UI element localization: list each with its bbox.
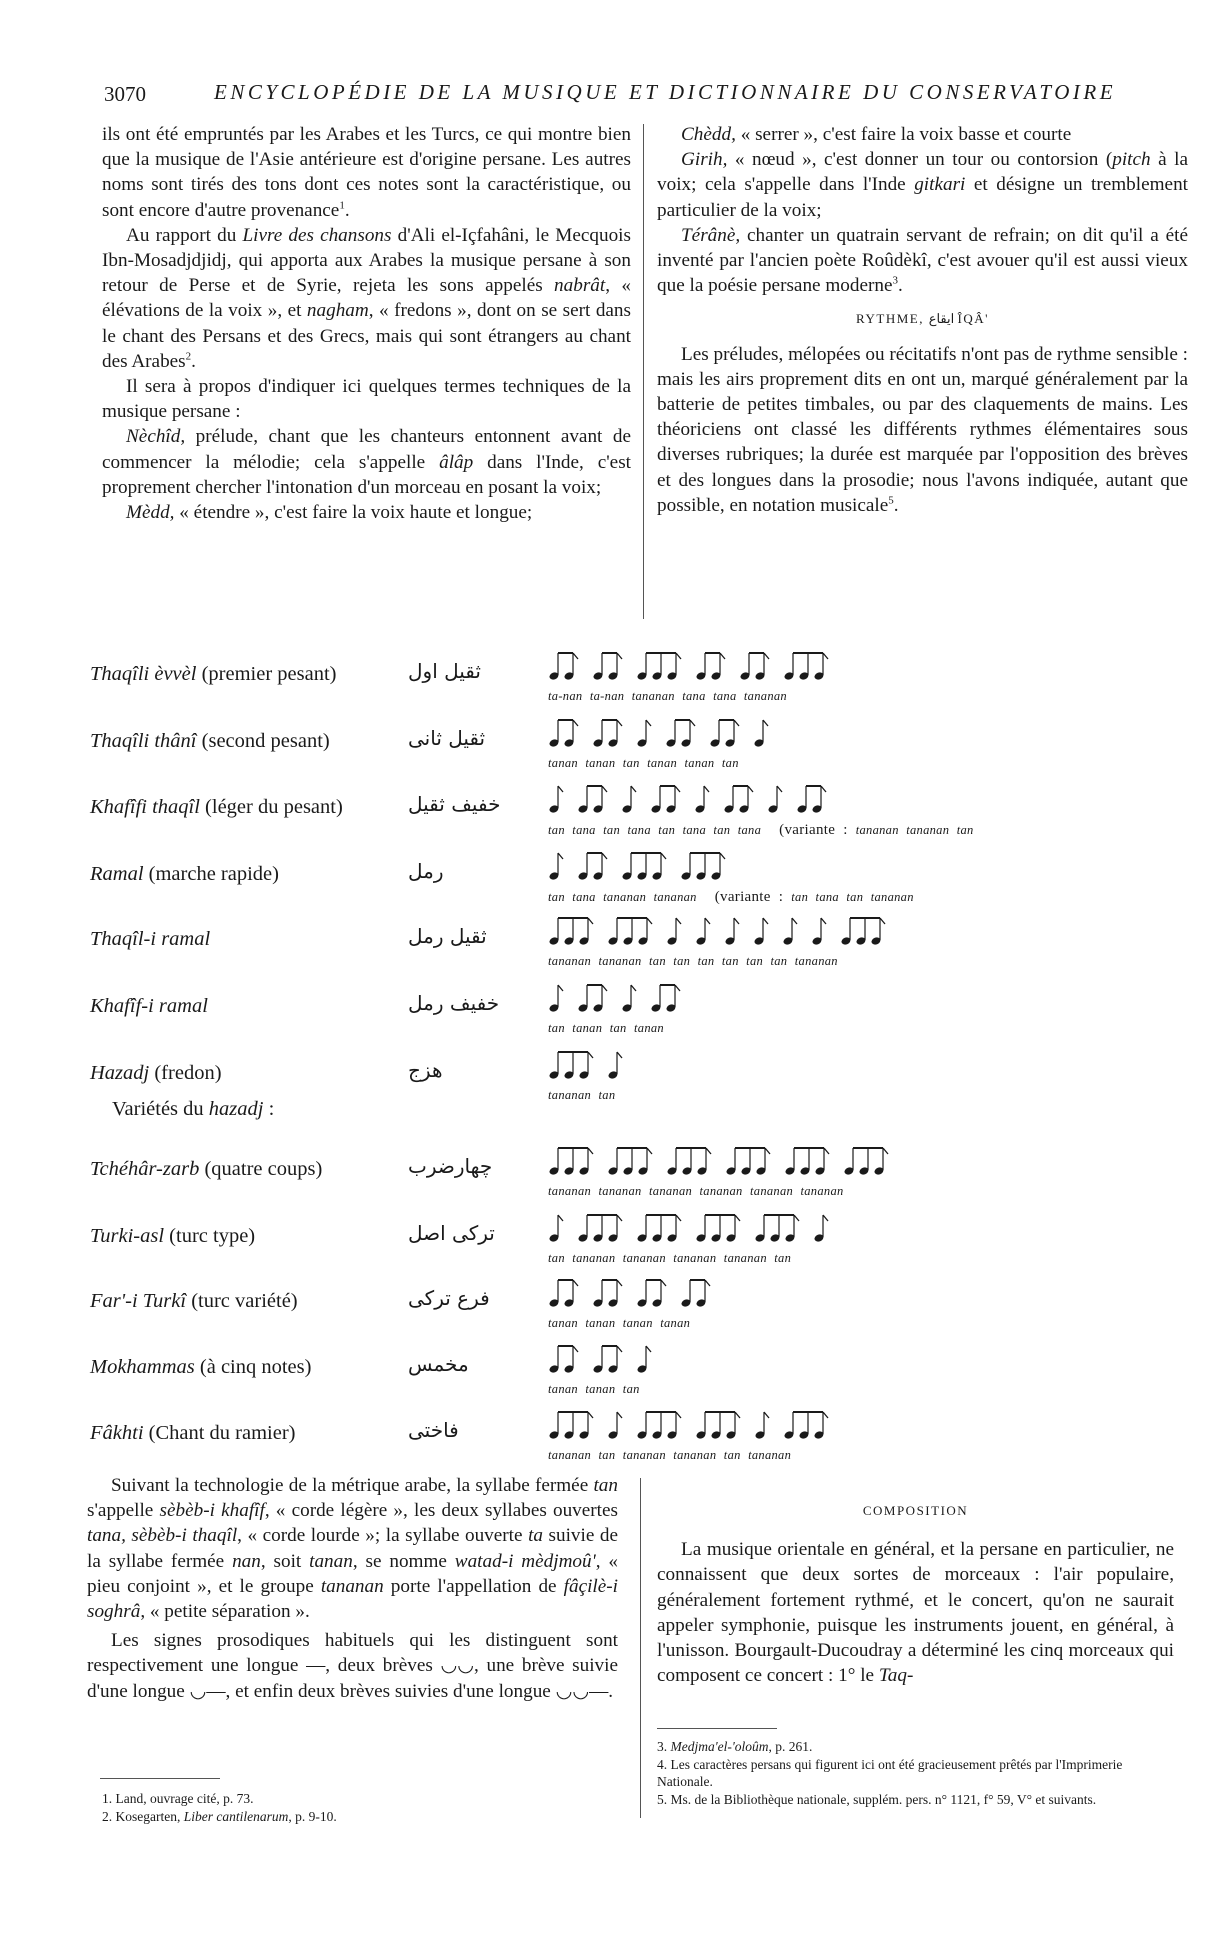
note-flag <box>617 1346 622 1352</box>
paragraph: ils ont été empruntés par les Arabes et les Turcs, ce qui montre bien que la musique de l'Asie antérieure est d'origine persane. Les autres noms sont tirés des tons dont ces notes sont la caractéristique, ou sont encore d'autre provenance$^1$. <box>102 124 631 221</box>
music-notation <box>545 710 1217 752</box>
rhythm-syllables: tananan tan <box>548 1088 616 1102</box>
note-flag <box>661 1280 666 1286</box>
note-flag <box>823 653 828 659</box>
paragraph: Les préludes, mélopées ou récitatifs n'ont pas de rythme sensible : mais les airs proprement dits en ont un, marqué généralement par la batterie de petites timbales, ou par des claquements de mains. Les théoriciens ont classé les différents rythmes élémentaires sous diverses rubriques; la durée est marquée par l'opposition des brèves et des longues dans la prosodie; nous l'avons indiquée, autant que possible, en notation musicale$^5$. <box>657 343 1188 516</box>
rhythm-name: Khafîfi thaqîl (léger du pesant) <box>90 796 343 818</box>
column-rule <box>640 1478 641 1818</box>
variant-label: (variante : <box>714 889 784 905</box>
left-column-top <box>102 122 631 525</box>
note-flag <box>705 1280 710 1286</box>
footnote: 3. Medjma'el-'oloûm, p. 261. <box>657 1739 813 1754</box>
varieties-title: Variétés du hazadj : <box>112 1098 275 1120</box>
rhythm-arabic-name: خفیف ثقیل <box>408 792 501 816</box>
rhythm-arabic-name: مخمس <box>408 1352 469 1376</box>
note-flag <box>764 1412 769 1418</box>
rhythm-syllables: tan tana tan tana tan tana tan tana (variante : tananan tananan tan <box>548 822 974 838</box>
paragraph: Girih, « nœud », c'est donner un tour ou contorsion (pitch à la voix; cela s'appelle dans l'Inde gitkari et désigne un tremblement particulier de la voix; <box>657 149 1188 221</box>
note-flag <box>821 786 826 792</box>
rhythm-arabic-name: فاختی <box>408 1418 459 1442</box>
rhythm-syllables: ta-nan ta-nan tananan tana tana tananan <box>548 689 787 703</box>
note-flag <box>705 918 710 924</box>
rhythm-syllables: tanan tanan tan tanan tanan tan <box>548 756 739 770</box>
rhythm-arabic-name: ترکی اصل <box>408 1221 495 1245</box>
running-title: ENCYCLOPÉDIE DE LA MUSIQUE ET DICTIONNAIRE DU CONSERVATOIRE <box>214 80 1117 104</box>
rhythm-name: Fâkhti (Chant du ramier) <box>90 1422 296 1444</box>
rhythm-name: Thaqîli èvvèl (premier pesant) <box>90 663 337 685</box>
rhythm-syllables: tan tanan tan tanan <box>548 1021 664 1035</box>
right-column-top <box>657 122 1188 518</box>
note-flag <box>735 1215 740 1221</box>
music-notation <box>545 1336 1217 1378</box>
note-flag <box>704 786 709 792</box>
rhythm-row <box>90 920 1210 978</box>
note-flag <box>573 653 578 659</box>
rhythm-name: Ramal (marche rapide) <box>90 863 279 885</box>
note-flag <box>558 1215 563 1221</box>
note-flag <box>647 1148 652 1154</box>
note-flag <box>573 720 578 726</box>
note-flag <box>558 853 563 859</box>
music-notation <box>545 975 1217 1017</box>
variant-syllables: tan tana tan tananan <box>791 890 914 904</box>
rhythm-row <box>90 1282 1210 1340</box>
note-flag <box>617 653 622 659</box>
footnote-rule <box>100 1778 220 1779</box>
footnote-rule <box>657 1728 777 1729</box>
note-flag <box>765 1148 770 1154</box>
note-flag <box>880 918 885 924</box>
note-flag <box>588 1052 593 1058</box>
right-column-bottom <box>657 1490 1174 1688</box>
note-flag <box>617 1412 622 1418</box>
rhythm-name: Khafîf-i ramal <box>90 995 208 1017</box>
rhythm-row <box>90 1414 1210 1472</box>
note-flag <box>661 853 666 859</box>
note-flag <box>794 1215 799 1221</box>
rhythm-arabic-name: ثقیل ثانی <box>408 726 486 750</box>
rhythm-name: Mokhammas (à cinq notes) <box>90 1356 312 1378</box>
paragraph: Mèdd, « étendre », c'est faire la voix haute et longue; <box>126 502 533 524</box>
variant-label: (variante : <box>779 822 848 838</box>
rhythm-arabic-name: ثقیل رمل <box>408 924 487 948</box>
rhythm-row <box>90 855 1210 913</box>
left-column-bottom <box>87 1473 618 1704</box>
music-notation <box>545 1402 1217 1444</box>
music-notation <box>545 1138 1217 1180</box>
rhythm-row <box>90 655 1210 713</box>
note-flag <box>631 786 636 792</box>
note-flag <box>763 720 768 726</box>
note-flag <box>706 1148 711 1154</box>
note-flag <box>735 1412 740 1418</box>
note-flag <box>748 786 753 792</box>
note-flag <box>676 653 681 659</box>
rhythm-name: Hazadj (fredon) <box>90 1062 222 1084</box>
note-flag <box>617 720 622 726</box>
rhythm-row <box>90 722 1210 780</box>
rhythm-arabic-name: ثقیل اول <box>408 659 481 683</box>
note-flag <box>588 918 593 924</box>
rhythm-arabic-name: رمل <box>408 859 444 883</box>
variant-syllables: tananan tananan tan <box>855 823 974 837</box>
paragraph: Il sera à propos d'indiquer ici quelques termes techniques de la musique persane : <box>102 376 631 423</box>
rhythm-name: Turki-asl (turc type) <box>90 1225 256 1247</box>
rhythm-syllables: tan tana tananan tananan (variante : tan tana tan tananan <box>548 889 914 905</box>
note-flag <box>675 786 680 792</box>
rhythm-name: Far'-i Turkî (turc variété) <box>90 1290 298 1312</box>
note-flag <box>821 918 826 924</box>
note-flag <box>676 1412 681 1418</box>
note-flag <box>792 918 797 924</box>
rhythm-row <box>90 1217 1210 1275</box>
note-flag <box>823 1412 828 1418</box>
rhythm-arabic-name: چهارضرب <box>408 1154 493 1178</box>
note-flag <box>558 786 563 792</box>
paragraph: La musique orientale en général, et la persane en particulier, ne connaissent que deux sortes de morceaux : l'air populaire, généralement fortement rythmé, et le concert, qu'on ne saurait appeler symphonie, puisque les instruments jouent, en général, à l'unisson. Bourgault-Ducoudray a déterminé les cinq morceaux qui composent ce concert : 1° le Taq- <box>657 1539 1174 1687</box>
rhythm-arabic-name: هزج <box>408 1058 443 1082</box>
paragraph: Au rapport du Livre des chansons d'Ali el-Içfahâni, le Mecquois Ibn-Mosadjdjidj, qui apporta aux Arabes la musique persane à son retour de Perse et de Syrie, rejeta les sons appelés nabrât, « élévations de la voix », et nagham, « fredons », dont on se sert dans le chant des Persans et des Grecs, mais qui sont étrangers au chant des Arabes$^2$. <box>102 224 631 372</box>
rhythm-row <box>90 788 1210 846</box>
music-notation <box>545 1205 1217 1247</box>
note-flag <box>588 1412 593 1418</box>
note-flag <box>617 1280 622 1286</box>
note-flag <box>676 918 681 924</box>
note-flag <box>764 653 769 659</box>
note-flag <box>823 1215 828 1221</box>
note-flag <box>602 985 607 991</box>
rhythm-syllables: tananan tananan tan tan tan tan tan tan tananan <box>548 954 838 968</box>
rhythm-syllables: tanan tanan tan <box>548 1382 640 1396</box>
paragraph: Chèdd, « serrer », c'est faire la voix basse et courte <box>681 124 1072 145</box>
note-flag <box>883 1148 888 1154</box>
paragraph: Les signes prosodiques habituels qui les distinguent sont respectivement une longue —, deux brèves ◡◡, une brève suivie d'une longue ◡—, et enfin deux brèves suivies d'une longue ◡◡—. <box>87 1630 618 1702</box>
note-flag <box>558 985 563 991</box>
paragraph: Suivant la technologie de la métrique arabe, la syllabe fermée tan s'appelle sèbèb-i khafîf, « corde légère », les deux syllabes ouvertes tana, sèbèb-i thaqîl, « corde lourde »; la syllabe ouverte ta suivie de la syllabe fermée nan, soit tanan, se nomme watad-i mèdjmoû', « pieu conjoint », et le groupe tananan porte l'appellation de fâçilè-i soghrâ, « petite séparation ». <box>87 1475 618 1623</box>
right-footnotes <box>657 1738 1172 1809</box>
column-rule <box>643 124 644 619</box>
rhythm-row <box>90 1150 1210 1208</box>
music-notation <box>545 843 1217 885</box>
rhythm-arabic-name: فرع ترکی <box>408 1286 490 1310</box>
note-flag <box>734 918 739 924</box>
note-flag <box>588 1148 593 1154</box>
note-flag <box>675 985 680 991</box>
rhythm-name: Thaqîl-i ramal <box>90 928 211 950</box>
page-number: 3070 <box>104 82 146 106</box>
rhythm-syllables: tananan tananan tananan tananan tananan tananan <box>548 1184 844 1198</box>
music-notation <box>545 643 1217 685</box>
footnote: 1. Land, ouvrage cité, p. 73. <box>102 1791 254 1806</box>
note-flag <box>647 918 652 924</box>
note-flag <box>602 853 607 859</box>
rhythm-syllables: tan tananan tananan tananan tananan tan <box>548 1251 792 1265</box>
note-flag <box>763 918 768 924</box>
section-heading-composition: COMPOSITION <box>862 1503 969 1518</box>
note-flag <box>602 786 607 792</box>
rhythm-arabic-name: خفیف رمل <box>408 991 500 1015</box>
note-flag <box>720 653 725 659</box>
music-notation <box>545 908 1217 950</box>
note-flag <box>573 1280 578 1286</box>
music-notation <box>545 1270 1217 1312</box>
footnote: 4. Les caractères persans qui figurent ici ont été gracieusement prêtés par l'Imprimerie Nationale. <box>657 1757 1123 1789</box>
music-notation <box>545 1042 1217 1084</box>
rhythm-syllables: tanan tanan tanan tanan <box>548 1316 691 1330</box>
note-flag <box>734 720 739 726</box>
rhythm-row <box>90 987 1210 1045</box>
paragraph: Térânè, chanter un quatrain servant de refrain; on dit qu'il a été inventé par l'ancien poète Roûdèkî, c'est avouer qu'il est aussi vieux que la poésie persane moderne$^3$. <box>657 224 1188 297</box>
footnote: 2. Kosegarten, Liber cantilenarum, p. 9-10. <box>102 1809 337 1824</box>
note-flag <box>777 786 782 792</box>
rhythm-row <box>90 1348 1210 1406</box>
note-flag <box>720 853 725 859</box>
left-footnotes <box>102 1790 622 1826</box>
rhythm-name: Thaqîli thânî (second pesant) <box>90 730 330 752</box>
footnote: 5. Ms. de la Bibliothèque nationale, supplém. pers. n° 1121, f° 59, V° et suivants. <box>657 1792 1097 1807</box>
music-notation <box>545 776 1217 818</box>
note-flag <box>573 1346 578 1352</box>
note-flag <box>824 1148 829 1154</box>
paragraph: Nèchîd, prélude, chant que les chanteurs entonnent avant de commencer la mélodie; cela s'appelle âlâp dans l'Inde, c'est proprement chercher l'intonation d'un morceau en posant la voix; <box>102 426 631 498</box>
section-heading-rythme: RYTHME, ایقاع ÎQÂ' <box>856 311 989 327</box>
note-flag <box>617 1052 622 1058</box>
note-flag <box>631 985 636 991</box>
rhythm-syllables: tananan tan tananan tananan tan tananan <box>548 1448 792 1462</box>
rhythm-name: Tchéhâr-zarb (quatre coups) <box>90 1158 323 1180</box>
running-header <box>104 80 1178 120</box>
note-flag <box>646 1346 651 1352</box>
note-flag <box>676 1215 681 1221</box>
note-flag <box>646 720 651 726</box>
note-flag <box>690 720 695 726</box>
note-flag <box>617 1215 622 1221</box>
